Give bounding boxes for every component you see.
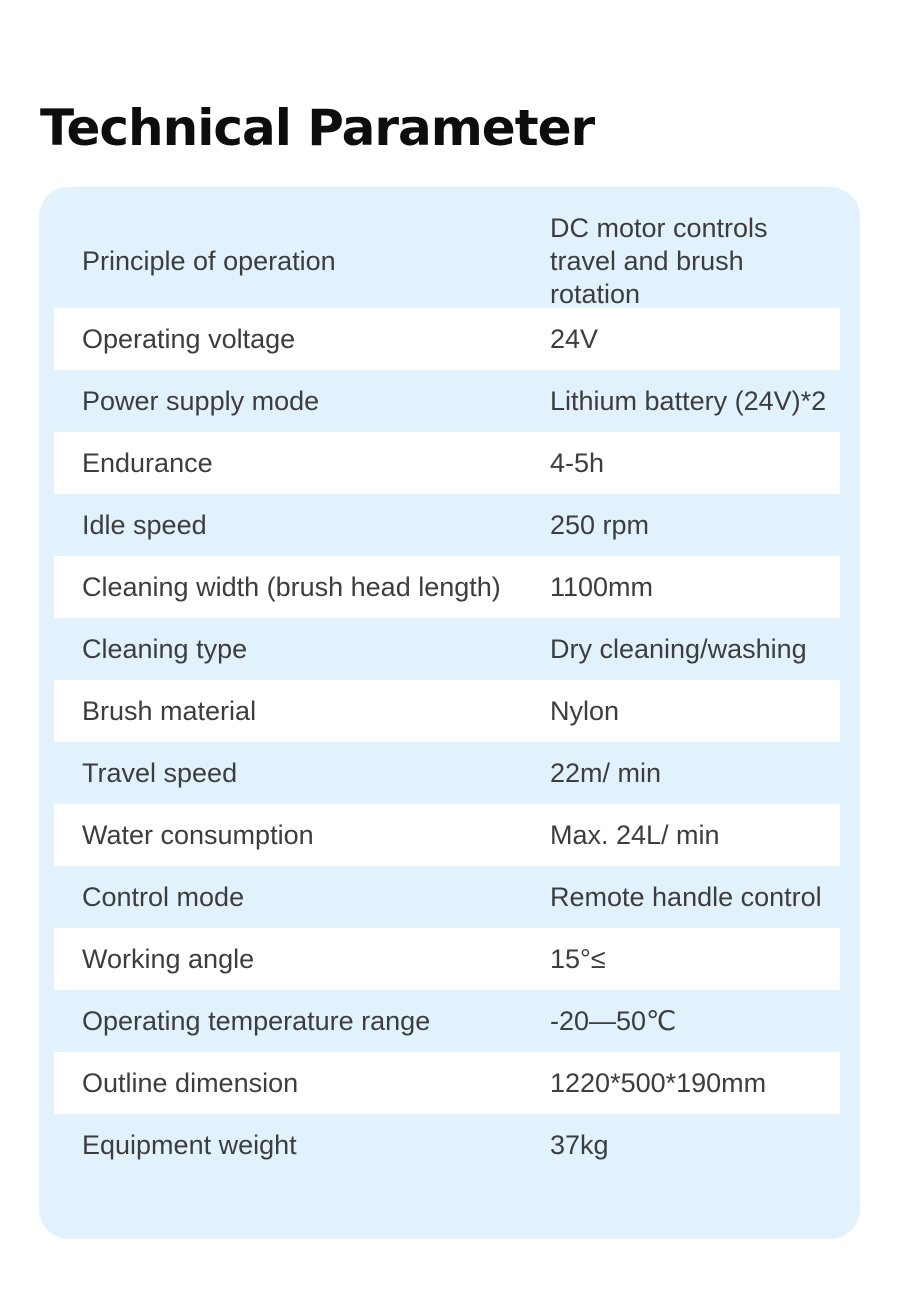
spec-value: Max. 24L/ min [550,819,720,850]
spec-label: Equipment weight [82,1129,297,1160]
table-row [54,214,840,308]
spec-value: 22m/ min [550,757,662,788]
spec-label: Working angle [82,943,255,974]
spec-value: Dry cleaning/washing [550,633,807,664]
page-title: Technical Parameter [40,99,595,157]
table-row [54,804,840,866]
spec-value: 24V [550,323,599,354]
spec-label: Outline dimension [82,1067,299,1098]
spec-value: 15°≤ [550,943,606,974]
table-row [54,494,840,556]
table-row [54,928,840,990]
table-row [54,742,840,804]
spec-value: 37kg [550,1129,609,1160]
spec-label: Brush material [82,695,257,726]
spec-label: Operating voltage [82,323,296,354]
spec-label: Travel speed [82,757,238,788]
spec-value: 250 rpm [550,509,650,540]
spec-panel [39,187,860,1239]
spec-table [54,214,840,1176]
table-row [54,866,840,928]
table-row [54,680,840,742]
spec-value: 4-5h [550,447,605,478]
spec-label: Principle of operation [82,245,336,276]
spec-label: Control mode [82,881,245,912]
spec-value: Lithium battery (24V)*2 [550,385,827,416]
spec-label: Idle speed [82,509,207,540]
spec-label: Cleaning type [82,633,248,664]
spec-label: Power supply mode [82,385,320,416]
spec-label: Water consumption [82,819,314,850]
spec-label: Cleaning width (brush head length) [82,571,501,602]
table-row [54,556,840,618]
spec-label: Operating temperature range [82,1005,431,1036]
table-row [54,1114,840,1176]
table-row [54,990,840,1052]
spec-label: Endurance [82,447,213,478]
table-row [54,618,840,680]
spec-value: Remote handle control [550,881,822,912]
spec-value: DC motor controls travel and brush rotation [550,212,768,309]
table-row [54,1052,840,1114]
spec-value: -20—50℃ [550,1005,677,1036]
spec-value: Nylon [550,695,620,726]
spec-value: 1100mm [550,571,654,602]
table-row [54,308,840,370]
table-row [54,432,840,494]
spec-value: 1220*500*190mm [550,1067,767,1098]
table-row [54,370,840,432]
